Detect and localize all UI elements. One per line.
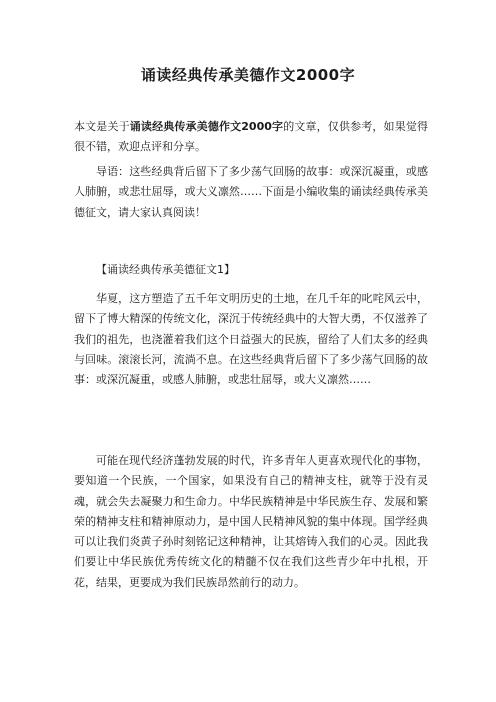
intro-highlight: 诵读经典传承美德作文2000字 xyxy=(129,120,284,133)
intro-suffix: 的文章，仅供参考，如果觉得很不错，欢迎点评和分享。 xyxy=(74,120,429,154)
intro-paragraph xyxy=(74,117,428,158)
guide-paragraph: 导语：这些经典背后留下了多少荡气回肠的故事：或深沉凝重，或感人肺腑，或悲壮屈辱，或大义凛然……下面是小编收集的诵读经典传承美德征文，请大家认真阅读！ xyxy=(74,165,428,219)
document-title: 诵读经典传承美德作文2000字 xyxy=(140,66,356,84)
section-heading: 【诵读经典传承美德征文1】 xyxy=(96,263,235,276)
intro-prefix: 本文是关于 xyxy=(74,120,130,133)
body-paragraph-1: 华夏，这方塑造了五千年文明历史的土地，在几千年的叱咤风云中，留下了博大精深的传统文化，深沉于传统经典中的大智大勇，不仅滋养了我们的祖先，也浇灌着我们这个日益强大的民族，留给了人们太多的经典与回味。滚滚长河，流淌不息。在这些经典背后留下了多少荡气回肠的故事：或深沉凝重，或感人肺腑，或悲壮屈辱，或大义凛然…… xyxy=(74,292,428,387)
body-paragraph-2: 可能在现代经济蓬勃发展的时代，许多青年人更喜欢现代化的事物，要知道一个民族，一个国家，如果没有自己的精神支柱，就等于没有灵魂，就会失去凝聚力和生命力。中华民族精神是中华民族生存、发展和繁荣的精神支柱和精神原动力，是中国人民精神风貌的集中体现。国学经典可以让我们炎黄子孙时刻铭记这种精神，让其熔铸入我们的心灵。因此我们要让中华民族优秀传统文化的精髓不仅在我们这些青少年中扎根，开花，结果，更要成为我们民族昂然前行的动力。 xyxy=(74,454,428,589)
